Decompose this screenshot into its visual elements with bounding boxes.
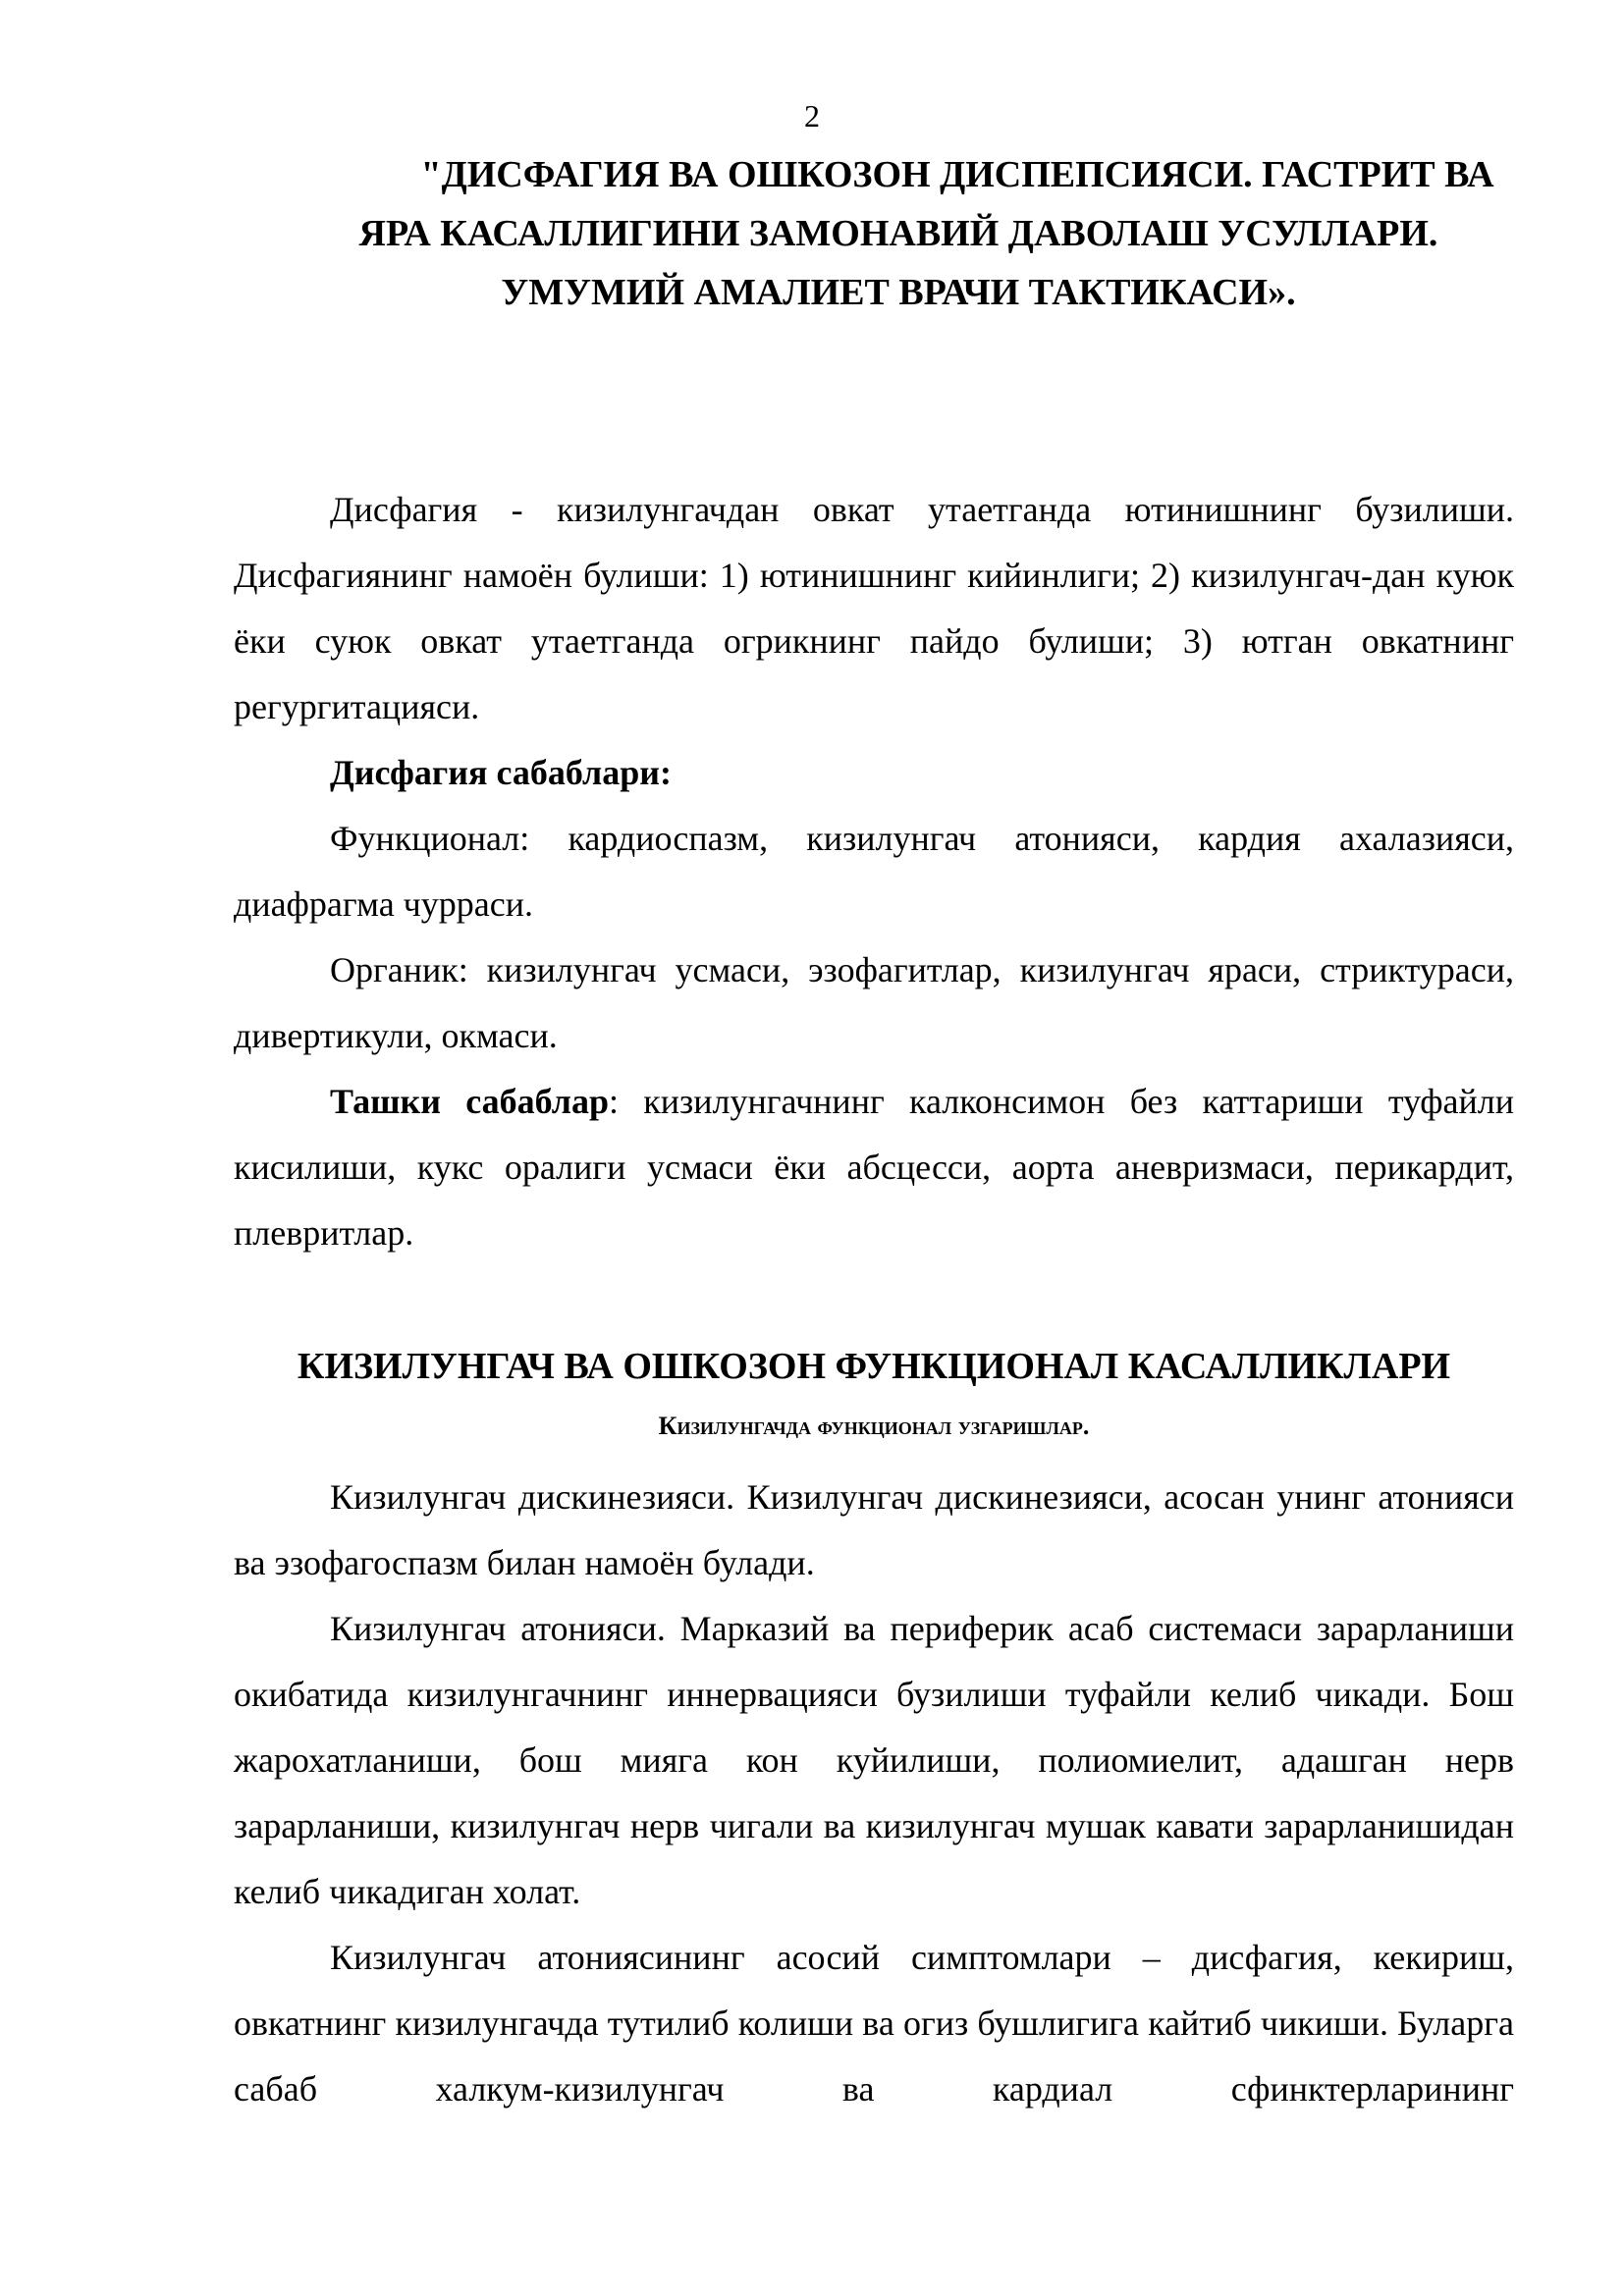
title-line-2: ЯРА КАСАЛЛИГИНИ ЗАМОНАВИЙ ДАВОЛАШ УСУЛЛАРИ. — [358, 213, 1438, 254]
section-dysphagia — [234, 477, 1514, 1266]
page-number: 2 — [804, 98, 820, 133]
title-line-1: "ДИСФАГИЯ ВА ОШКОЗОН ДИСПЕПСИЯСИ. ГАСТРИТ ВА — [420, 154, 1494, 195]
external-causes-text: : кизилунгачнинг калконсимон без каттариши туфайли кисилиши, кукс оралиги усмаси ёки абсцесси, аорта аневризмаси, перикардит, плевритлар. — [234, 1082, 1515, 1253]
section-heading: КИЗИЛУНГАЧ ВА ОШКОЗОН ФУНКЦИОНАЛ КАСАЛЛИКЛАРИ — [297, 1346, 1451, 1387]
title-line-3: УМУМИЙ АМАЛИЕТ ВРАЧИ ТАКТИКАСИ». — [501, 272, 1296, 313]
paragraph-atony: Кизилунгач атонияси. Марказий ва периферик асаб системаси зарарланиши окибатида кизилунгачнинг иннервацияси бузилиши туфайли келиб чикади. Бош жарохатланиши, бош мияга кон куйилиши, полиомиелит, адашган нерв зарарланиши, кизилунгач нерв чигали ва кизилунгач мушак кавати зарарланишидан келиб чикадиган холат. — [234, 1609, 1514, 1911]
document-title — [295, 145, 1502, 322]
external-causes-label: Ташки сабаблар — [330, 1082, 610, 1121]
section-functional-changes — [234, 1465, 1514, 2122]
paragraph-functional-causes: Функционал: кардиоспазм, кизилунгач атонияси, кардия ахалазияси, диафрагма чурраси. — [234, 819, 1514, 924]
paragraph-organic-causes: Органик: кизилунгач усмаси, эзофагитлар, кизилунгач яраси, стриктураси, дивертикули, окмаси. — [234, 950, 1514, 1055]
subsection-heading: Кизилунгачда функционал узгаришлар. — [658, 1412, 1090, 1440]
paragraph-atony-symptoms: Кизилунгач атониясининг асосий симптомлари – дисфагия, кекириш, овкатнинг кизилунгачда тутилиб колиши ва огиз бушлигига кайтиб чикиши. Буларга сабаб халкум-кизилунгач ва кардиал сфинктерларининг — [234, 1938, 1514, 2109]
causes-heading: Дисфагия сабаблари: — [330, 753, 672, 792]
paragraph-dysphagia-definition: Дисфагия - кизилунгачдан овкат утаетганда ютинишнинг бузилиши. Дисфагиянинг намоён булиши: 1) ютинишнинг кийинлиги; 2) кизилунгач-дан куюк ёки суюк овкат утаетганда огрикнинг пайдо булиши; 3) ютган овкатнинг регургитацияси. — [234, 490, 1514, 726]
paragraph-external-causes — [234, 1069, 1514, 1266]
paragraph-dyskinesia: Кизилунгач дискинезияси. Кизилунгач дискинезияси, асосан унинг атонияси ва эзофагоспазм билан намоён булади. — [234, 1477, 1514, 1582]
